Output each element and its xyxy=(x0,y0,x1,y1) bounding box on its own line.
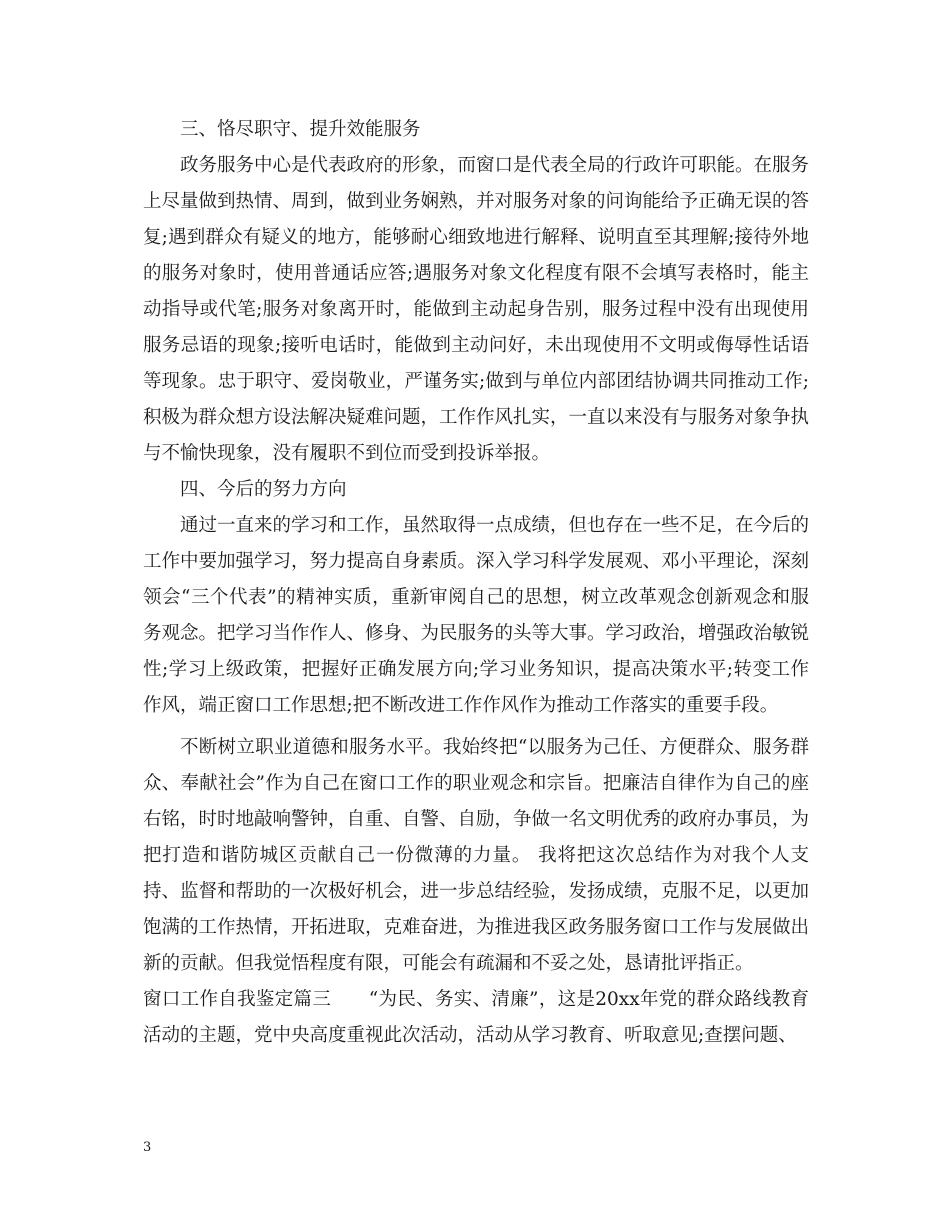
section-title-part-three: 窗口工作自我鉴定篇三 xyxy=(143,989,332,1010)
page-number: 3 xyxy=(143,1140,152,1155)
paragraph-future-direction: 通过一直来的学习和工作，虽然取得一点成绩，但也存在一些不足，在今后的工作中要加强学习，努力提高自身素质。深入学习科学发展观、邓小平理论，深刻领会“三个代表”的精神实质，重新审阅自己的思想，树立改革观念创新观念和服务观念。把学习当作作人、修身、为民服务的头等大事。学习政治，增强政治敏锐性;学习上级政策，把握好正确发展方向;学习业务知识，提高决策水平;转变工作作风，端正窗口工作思想;把不断改进工作作风作为推动工作落实的重要手段。 xyxy=(143,515,810,716)
paragraph-professional-ethics: 不断树立职业道德和服务水平。我始终把“以服务为己任、方便群众、服务群众、奉献社会”作为自己在窗口工作的职业观念和宗旨。把廉洁自律作为自己的座右铭，时时地敲响警钟，自重、自警、自励，争做一名文明优秀的政府办事员，为把打造和谐防城区贡献自己一份微薄的力量。 我将把这次总结作为对我个人支持、监督和帮助的一次极好机会，进一步总结经验，发扬成绩，克服不足，以更加饱满的工作热情，开拓进取，克难奋进，为推进我区政务服务窗口工作与发展做出新的贡献。但我觉悟程度有限，可能会有疏漏和不妥之处，恳请批评指正。 xyxy=(143,737,810,974)
paragraph-service-efficiency: 政务服务中心是代表政府的形象，而窗口是代表全局的行政许可职能。在服务上尽量做到热情、周到，做到业务娴熟，并对服务对象的问询能给予正确无误的答复;遇到群众有疑义的地方，能够耐心细致地进行解释、说明直至其理解;接待外地的服务对象时，使用普通话应答;遇服务对象文化程度有限不会填写表格时，能主动指导或代笔;服务对象离开时，能做到主动起身告别，服务过程中没有出现使用服务忌语的现象;接听电话时，能做到主动问好，未出现使用不文明或侮辱性话语等现象。忠于职守、爱岗敬业，严谨务实;做到与单位内部团结协调共同推动工作;积极为群众想方设法解决疑难问题，工作作风扎实，一直以来没有与服务对象争执与不愉快现象，没有履职不到位而受到投诉举报。 xyxy=(143,155,810,464)
paragraph-section-three-intro xyxy=(143,982,809,1054)
document-body xyxy=(143,112,809,1054)
section-spacer xyxy=(331,989,369,1010)
section-heading-4: 四、今后的努力方向 xyxy=(180,479,347,500)
section-heading-3: 三、恪尽职守、提升效能服务 xyxy=(180,119,421,140)
section-three-text: “为民、务实、清廉”，这是20xx年党的群众路线教育活动的主题，党中央高度重视此次活动，活动从学习教育、听取意见;查摆问题、 xyxy=(143,989,809,1046)
